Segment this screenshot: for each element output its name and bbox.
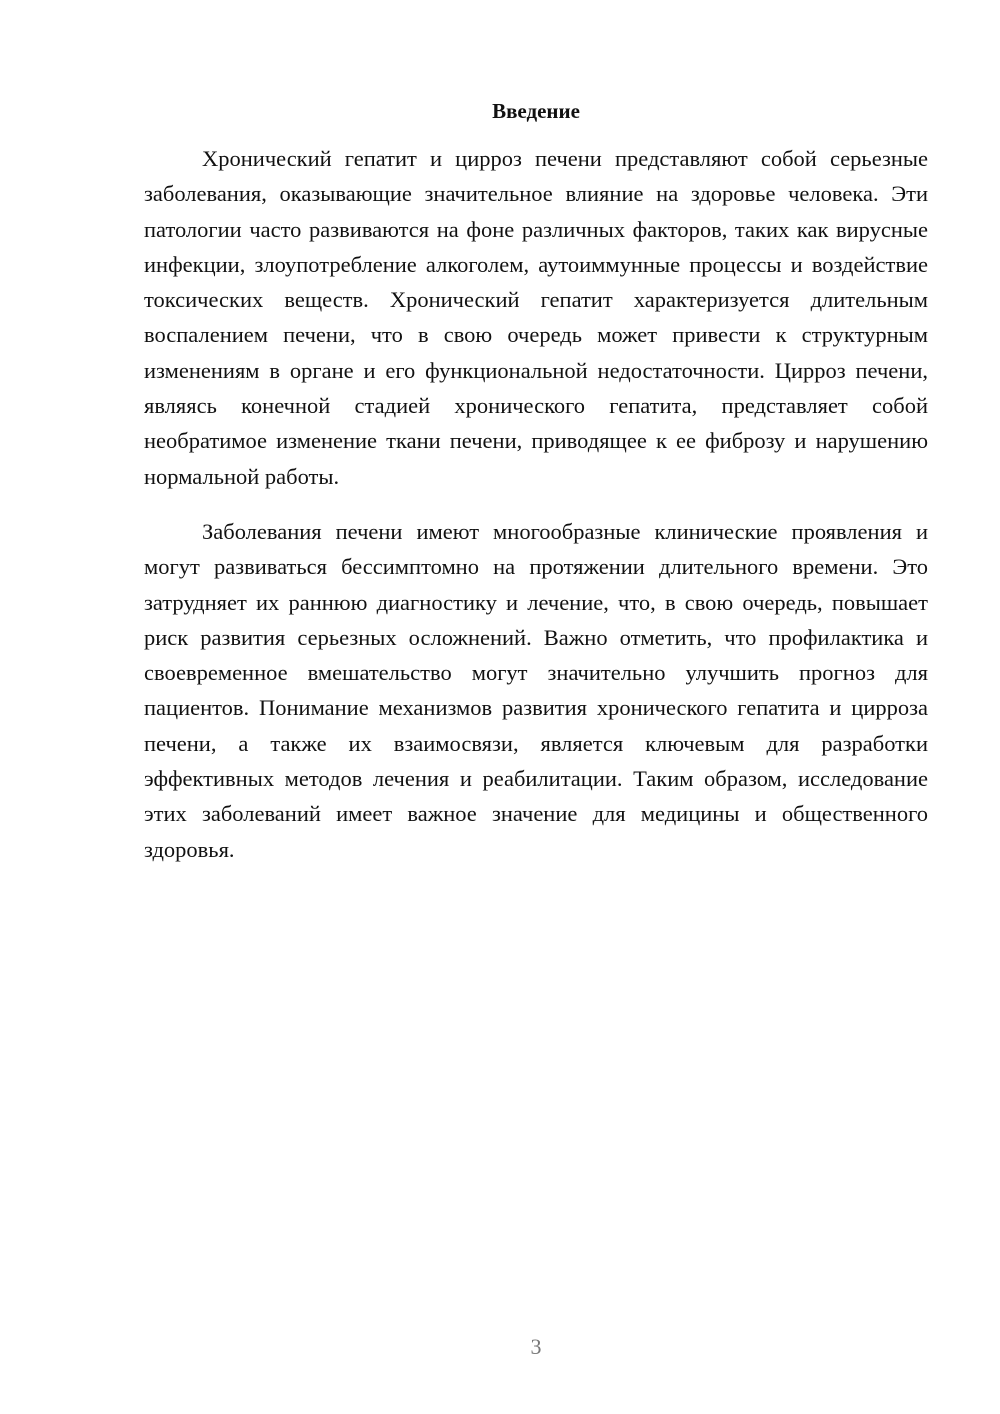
body-text <box>144 141 928 867</box>
section-title: Введение <box>492 99 580 123</box>
page-number: 3 <box>530 1334 542 1359</box>
paragraph-1: Хронический гепатит и цирроз печени представляют собой серьезные заболевания, оказывающие значительное влияние на здоровье человека. Эти патологии часто развиваются на фоне различных факторов, таких как вирусные инфекции, злоупотребление алкоголем, аутоиммунные процессы и воздействие токсических веществ. Хронический гепатит характеризуется длительным воспалением печени, что в свою очередь может привести к структурным изменениям в органе и его функциональной недостаточности. Цирроз печени, являясь конечной стадией хронического гепатита, представляет собой необратимое изменение ткани печени, приводящее к ее фиброзу и нарушению нормальной работы. <box>144 146 928 489</box>
paragraph-2: Заболевания печени имеют многообразные клинические проявления и могут развиваться бессимптомно на протяжении длительного времени. Это затрудняет их раннюю диагностику и лечение, что, в свою очередь, повышает риск развития серьезных осложнений. Важно отметить, что профилактика и своевременное вмешательство могут значительно улучшить прогноз для пациентов. Понимание механизмов развития хронического гепатита и цирроза печени, а также их взаимосвязи, является ключевым для разработки эффективных методов лечения и реабилитации. Таким образом, исследование этих заболеваний имеет важное значение для медицины и общественного здоровья. <box>144 518 928 862</box>
